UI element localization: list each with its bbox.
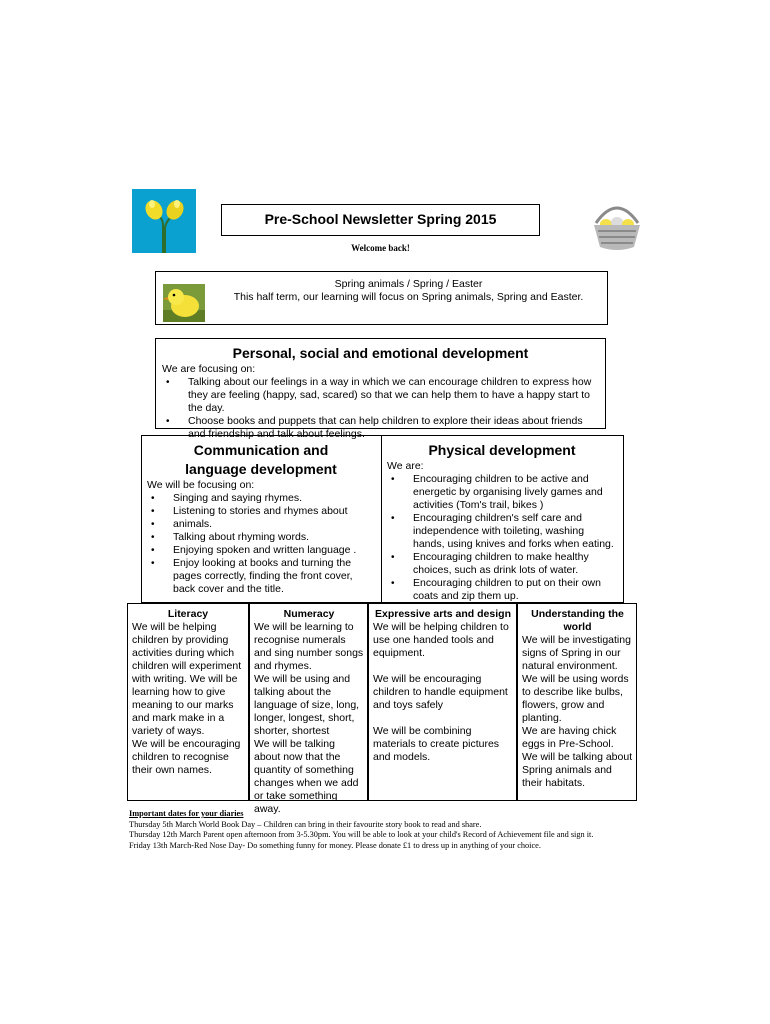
- important-dates: [129, 809, 649, 851]
- numeracy-title: Numeracy: [283, 608, 335, 620]
- psed-section: [155, 338, 606, 440]
- chick-picture: [163, 284, 205, 322]
- list-item: • animals.: [147, 518, 375, 531]
- list-item: • Listening to stories and rhymes about: [147, 505, 375, 518]
- list-item: • Encouraging children's self care and independence with toileting, washing hands, using knives and forks when eating.: [387, 512, 617, 551]
- pd-list: [387, 473, 617, 603]
- psed-lead: We are focusing on:: [162, 363, 256, 375]
- list-item: • Talking about rhyming words.: [147, 531, 375, 544]
- newsletter-title: Pre-School Newsletter Spring 2015: [264, 211, 497, 227]
- welcome-text: Welcome back!: [351, 243, 410, 253]
- understanding-text-1: We will be investigating signs of Spring in our natural environment.: [522, 634, 631, 672]
- date-line: Thursday 12th March Parent open afternoon from 3-5.30pm. You will be able to look at your child's Record of Achievement file and sign it.: [129, 830, 594, 839]
- list-item: • Talking about our feelings in a way in which we can encourage children to express how they are feeling (happy, sad, scared) so that we can help them to have a happy start to the day.: [162, 376, 599, 415]
- list-item: • Choose books and puppets that can help children to explore their ideas about friends and friendship and talk about feelings.: [162, 415, 599, 441]
- intro-topics: Spring animals / Spring / Easter: [334, 278, 483, 290]
- date-line: Friday 13th March-Red Nose Day- Do something funny for money. Please donate £1 to dress up in anything of your choice.: [129, 840, 541, 850]
- list-item: • Enjoying spoken and written language .: [147, 544, 375, 557]
- understanding-text-4: We will be talking about Spring animals and their habitats.: [522, 751, 633, 789]
- cld-title-line1: Communication and: [193, 442, 329, 458]
- important-dates-heading: Important dates for your diaries: [129, 809, 244, 818]
- daffodil-picture: [132, 189, 196, 253]
- understanding-world-column: [517, 603, 637, 801]
- list-item: • Enjoy looking at books and turning the pages correctly, finding the front cover, back cover and the title.: [147, 557, 375, 596]
- literacy-column: [127, 603, 249, 801]
- numeracy-text-1: We will be learning to recognise numerals and sing number songs and rhymes.: [254, 621, 364, 672]
- intro-text: This half term, our learning will focus on Spring animals, Spring and Easter.: [233, 291, 584, 303]
- understanding-title: Understanding the world: [531, 608, 624, 633]
- list-item: • Encouraging children to make healthy choices, such as drink lots of water.: [387, 551, 617, 577]
- date-line: Thursday 5th March World Book Day – Children can bring in their favourite story book to read and share.: [129, 819, 482, 829]
- pd-title: Physical development: [428, 442, 576, 458]
- literacy-title: Literacy: [167, 608, 209, 620]
- expressive-text-3: We will be combining materials to create pictures and models.: [373, 725, 500, 763]
- expressive-title: Expressive arts and design: [375, 608, 511, 620]
- easter-basket-picture: [588, 197, 646, 255]
- list-item: • Encouraging children to be active and energetic by organising lively games and activities (Tom's trail, bikes ): [387, 473, 617, 512]
- cld-lead: We will be focusing on:: [147, 479, 255, 491]
- cld-title-line2: language development: [185, 461, 337, 477]
- numeracy-text-3: We will be talking about now that the quantity of something changes when we add or take something away.: [254, 738, 359, 815]
- expressive-text-1: We will be helping children to use one handed tools and equipment.: [373, 621, 509, 659]
- understanding-text-3: We are having chick eggs in Pre-School.: [522, 725, 617, 750]
- newsletter-title-box: [221, 204, 540, 236]
- expressive-arts-column: [368, 603, 517, 801]
- literacy-text-1: We will be helping children by providing activities during which children will experiment with writing. We will be learning how to give meaning to our marks and mark make in a variety of ways.: [132, 621, 242, 737]
- cld-list: [147, 492, 375, 596]
- literacy-text-2: We will be encouraging children to recognise their own names.: [132, 738, 241, 776]
- numeracy-text-2: We will be using and talking about the language of size, long, longer, longest, short, shorter, shortest: [254, 673, 360, 737]
- understanding-text-2: We will be using words to describe like bulbs, flowers, grow and planting.: [522, 673, 629, 724]
- list-item: • Encouraging children to put on their own coats and zip them up.: [387, 577, 617, 603]
- psed-title: Personal, social and emotional development: [232, 345, 529, 361]
- intro-box: [155, 271, 608, 325]
- psed-list: [162, 376, 599, 441]
- list-item: • Singing and saying rhymes.: [147, 492, 375, 505]
- communication-language-section: [141, 435, 382, 603]
- expressive-text-2: We will be encouraging children to handle equipment and toys safely: [373, 673, 508, 711]
- physical-development-section: [381, 435, 624, 603]
- numeracy-column: [249, 603, 368, 815]
- pd-lead: We are:: [387, 460, 424, 472]
